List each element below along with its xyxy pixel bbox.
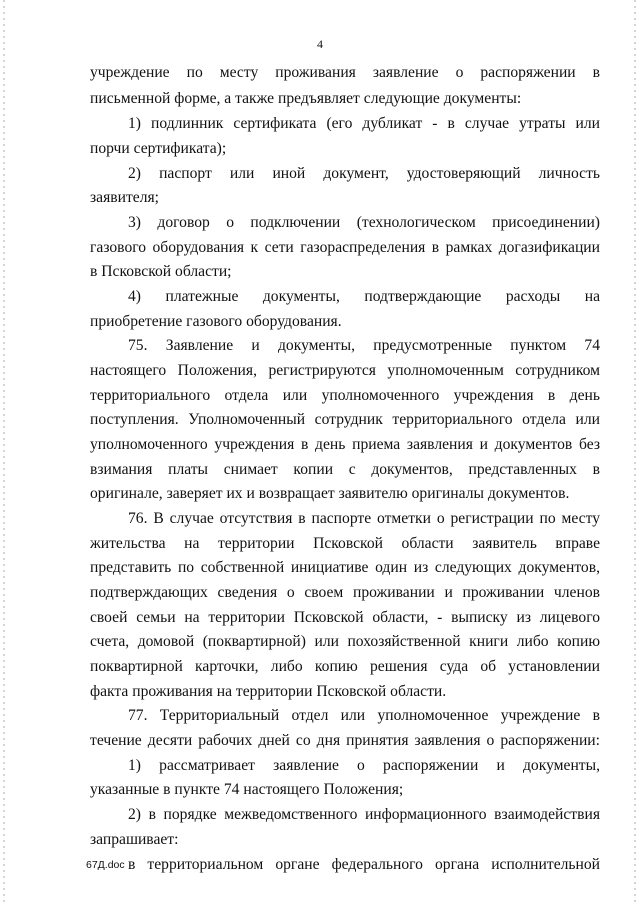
text-line: порчи сертификата); <box>90 140 227 157</box>
left-scan-edge <box>3 0 5 905</box>
text-line: 2) в порядке межведомственного информационного взаимодействия <box>128 806 600 823</box>
text-line: 76. В случае отсутствия в паспорте отметки о регистрации по месту <box>128 510 600 527</box>
text-line: факта проживания на территории Псковской области. <box>90 683 447 700</box>
text-line: письменной форме, а также предъявляет следующие документы: <box>90 90 522 107</box>
text-line: в Псковской области; <box>90 263 232 280</box>
text-line: оригинале, заверяет их и возвращает заявителю оригиналы документов. <box>90 485 570 502</box>
text-line: 4) платежные документы, подтверждающие расходы на <box>128 288 600 305</box>
text-line: территориального отдела или уполномоченного учреждения в день <box>90 387 600 404</box>
text-line: счета, домовой (поквартирной) или похозяйственной книги либо копию <box>90 633 600 650</box>
text-line: своей семьи на территории Псковской области, - выписку из лицевого <box>90 609 600 626</box>
text-line: поступления. Уполномоченный сотрудник территориального отдела или <box>90 411 600 428</box>
text-line: приобретение газового оборудования. <box>90 313 342 330</box>
text-line: 1) подлинник сертификата (его дубликат - в случае утраты или <box>128 115 600 132</box>
text-line: настоящего Положения, регистрируются уполномоченным сотрудником <box>90 362 600 379</box>
text-line: представить по собственной инициативе один из следующих документов, <box>90 559 600 576</box>
text-line: 3) договор о подключении (технологическом присоединении) <box>128 214 600 231</box>
text-line: газового оборудования к сети газораспределения в рамках догазификации <box>90 239 600 256</box>
text-line: 1) рассматривает заявление о распоряжении и документы, <box>128 757 600 774</box>
text-line: 75. Заявление и документы, предусмотренные пунктом 74 <box>128 337 600 354</box>
text-line: жительства на территории Псковской области заявитель вправе <box>90 535 600 552</box>
text-line: заявителя; <box>90 189 159 206</box>
document-filename: 67Д.doc <box>86 859 125 871</box>
text-line: течение десяти рабочих дней со дня принятия заявления о распоряжении: <box>90 732 600 749</box>
text-line: запрашивает: <box>90 831 179 848</box>
text-line: уполномоченного учреждения в день приема заявления и документов без <box>90 436 600 453</box>
text-line: 2) паспорт или иной документ, удостоверяющий личность <box>128 165 600 182</box>
text-line: подтверждающих сведения о своем проживании и проживании членов <box>90 584 600 601</box>
text-line: учреждение по месту проживания заявление о распоряжении в <box>90 64 600 81</box>
page-number: 4 <box>317 37 323 51</box>
text-line: 77. Территориальный отдел или уполномоченное учреждение в <box>128 707 600 724</box>
right-scan-edge <box>634 0 636 905</box>
text-line: указанные в пункте 74 настоящего Положения; <box>90 781 404 798</box>
text-line: поквартирной карточки, либо копию решения суда об установлении <box>90 658 600 675</box>
text-line: в территориальном органе федерального органа исполнительной <box>128 856 600 873</box>
text-line: взимания платы снимает копии с документов, представленных в <box>90 461 600 478</box>
